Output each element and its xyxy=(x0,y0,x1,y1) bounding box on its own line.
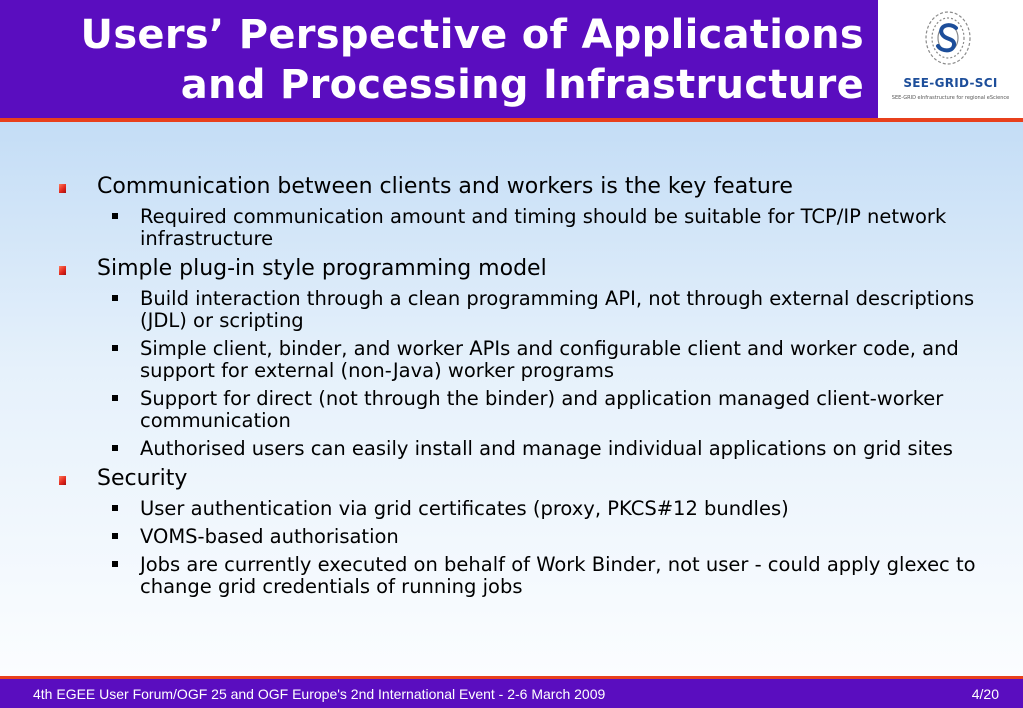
bullet-text: Security xyxy=(97,466,188,491)
bullet-item xyxy=(0,466,1023,492)
sub-bullet-item xyxy=(0,498,1023,520)
black-square-bullet-icon xyxy=(112,295,118,301)
sub-bullet-item xyxy=(0,438,1023,460)
see-grid-sci-logo xyxy=(878,0,1023,118)
black-square-bullet-icon xyxy=(112,395,118,401)
sub-bullet-item xyxy=(0,526,1023,548)
red-square-bullet-icon xyxy=(59,184,66,193)
sub-bullet-text: VOMS-based authorisation xyxy=(140,525,399,548)
slide-title xyxy=(81,10,864,110)
black-square-bullet-icon xyxy=(112,445,118,451)
sub-bullet-item xyxy=(0,554,1023,598)
slide-title-line-2: and Processing Infrastructure xyxy=(180,62,864,108)
footer-bar xyxy=(0,679,1023,708)
sub-bullet-item xyxy=(0,388,1023,432)
black-square-bullet-icon xyxy=(112,213,118,219)
sub-bullet-item xyxy=(0,288,1023,332)
logo-tagline: SEE-GRID eInfrastructure for regional eScience xyxy=(891,95,1010,101)
black-square-bullet-icon xyxy=(112,345,118,351)
bullet-list xyxy=(0,174,1023,604)
red-square-bullet-icon xyxy=(59,266,66,275)
see-grid-emblem-icon xyxy=(922,8,974,70)
black-square-bullet-icon xyxy=(112,561,118,567)
sub-bullet-text: Jobs are currently executed on behalf of Work Binder, not user - could apply glexec to change grid credentials of running jobs xyxy=(140,553,976,598)
sub-bullet-text: Required communication amount and timing should be suitable for TCP/IP network infrastructure xyxy=(140,205,947,250)
sub-bullet-text: Support for direct (not through the binder) and application managed client-worker communication xyxy=(140,387,944,432)
bullet-text: Communication between clients and workers is the key feature xyxy=(97,174,793,199)
bullet-item xyxy=(0,174,1023,200)
red-square-bullet-icon xyxy=(59,476,66,485)
page-number: 4/20 xyxy=(971,686,999,702)
sub-bullet-text: Authorised users can easily install and manage individual applications on grid sites xyxy=(140,437,953,460)
black-square-bullet-icon xyxy=(112,505,118,511)
sub-bullet-text: Simple client, binder, and worker APIs and configurable client and worker code, and support for external (non-Java) worker programs xyxy=(140,337,959,382)
sub-bullet-item xyxy=(0,338,1023,382)
logo-name: SEE-GRID-SCI xyxy=(903,76,998,90)
bullet-item xyxy=(0,256,1023,282)
black-square-bullet-icon xyxy=(112,533,118,539)
sub-bullet-item xyxy=(0,206,1023,250)
sub-bullet-text: Build interaction through a clean programming API, not through external descriptions (JDL) or scripting xyxy=(140,287,975,332)
slide-body xyxy=(0,122,1023,676)
slide-title-line-1: Users’ Perspective of Applications xyxy=(80,12,864,58)
footer-event-text: 4th EGEE User Forum/OGF 25 and OGF Europe's 2nd International Event - 2-6 March 2009 xyxy=(33,686,606,702)
title-bar xyxy=(0,0,878,118)
sub-bullet-text: User authentication via grid certificates (proxy, PKCS#12 bundles) xyxy=(140,497,789,520)
bullet-text: Simple plug-in style programming model xyxy=(97,256,547,281)
